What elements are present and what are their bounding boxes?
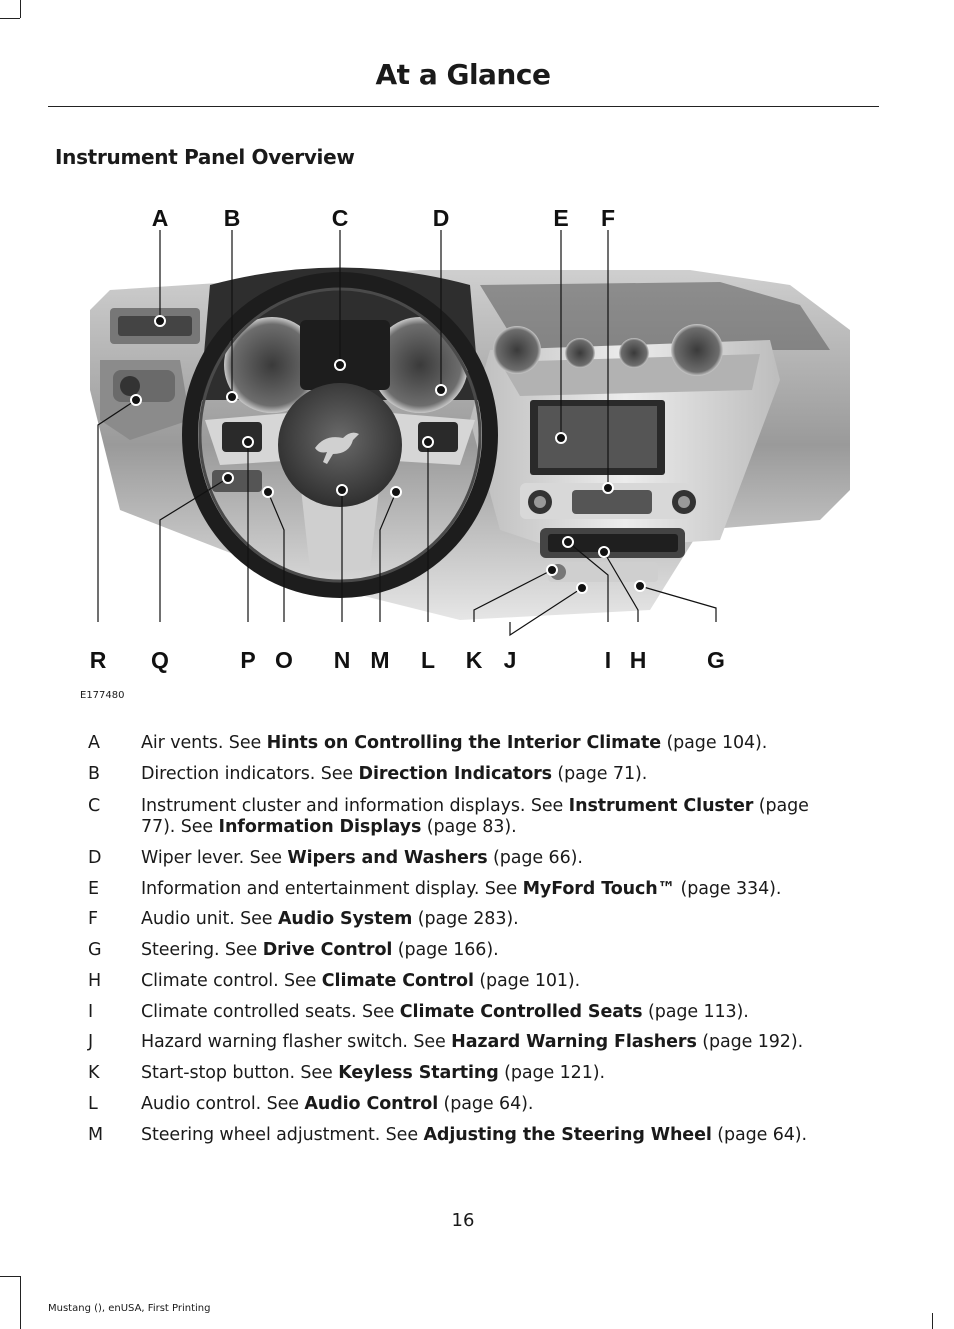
item-letter: M [88,1125,103,1145]
cross-reference-link[interactable]: Adjusting the Steering Wheel [423,1125,712,1145]
item-letter: C [88,796,101,816]
item-letter: H [88,971,102,991]
footer-text: Mustang (), enUSA, First Printing [48,1303,211,1314]
item-text: Wiper lever. See [141,848,288,868]
crop-mark [932,1313,933,1329]
item-page: (page 83). [421,817,517,837]
cross-reference-link[interactable]: Direction Indicators [358,764,552,784]
item-page: (page 66). [487,848,583,868]
callout-label: N [333,647,351,673]
cross-reference-link[interactable]: Wipers and Washers [287,848,488,868]
item-letter: L [88,1094,98,1114]
cross-reference-link[interactable]: Instrument Cluster [568,796,754,816]
header-rule [48,106,879,107]
item-page: (page 283). [412,909,519,929]
item-text: Steering. See [141,940,263,960]
callout-label: F [600,205,616,231]
item-text: Start-stop button. See [141,1063,339,1083]
cross-reference-link[interactable]: Hints on Controlling the Interior Climate [266,733,661,753]
item-text: Audio control. See [141,1094,305,1114]
cross-reference-link[interactable]: Hazard Warning Flashers [451,1032,697,1052]
item-page: (page 101). [473,971,581,991]
callout-label: R [89,647,107,673]
figure-id: E177480 [80,690,125,701]
item-letter: A [88,733,100,753]
item-text: Information and entertainment display. See [141,879,523,899]
callout-label: B [223,205,241,231]
cross-reference-link[interactable]: Climate Controlled Seats [399,1002,643,1022]
item-letter: B [88,764,100,784]
item-page: (page 113). [642,1002,749,1022]
cross-reference-link[interactable]: MyFord Touch™ [522,879,676,899]
item-text: Air vents. See [141,733,267,753]
item-text: Direction indicators. See [141,764,359,784]
item-letter: K [88,1063,100,1083]
item-text: Steering wheel adjustment. See [141,1125,424,1145]
callout-label: L [420,647,436,673]
crop-mark [20,1276,21,1329]
item-letter: E [88,879,99,899]
item-text: Climate control. See [141,971,322,991]
item-page: (page [753,796,809,816]
callout-label: K [465,647,483,673]
cross-reference-link[interactable]: Keyless Starting [338,1063,499,1083]
item-letter: J [88,1032,94,1052]
callout-label: C [331,205,349,231]
cross-reference-link[interactable]: Drive Control [262,940,393,960]
item-text: Audio unit. See [141,909,278,929]
item-text: Climate controlled seats. See [141,1002,400,1022]
item-letter: G [88,940,102,960]
page-header-title: At a Glance [375,58,551,91]
item-page: (page 71). [551,764,648,784]
item-page: (page 192). [696,1032,804,1052]
cross-reference-link[interactable]: Audio Control [304,1094,439,1114]
callout-label: H [629,647,647,673]
callout-label: A [151,205,169,231]
callout-label: M [370,647,390,673]
item-page: (page 166). [392,940,499,960]
instrument-panel-illustration [0,190,954,710]
callout-label: G [707,647,725,673]
callout-label: Q [151,647,169,673]
item-page: (page 104). [660,733,768,753]
crop-mark [0,1276,20,1277]
cross-reference-link[interactable]: Climate Control [321,971,474,991]
item-page: (page 64). [438,1094,534,1114]
item-text: 77). See [141,817,219,837]
cross-reference-link[interactable]: Information Displays [218,817,422,837]
callout-label: P [240,647,256,673]
item-letter: I [88,1002,94,1022]
cross-reference-link[interactable]: Audio System [277,909,413,929]
callout-label: J [503,647,517,673]
item-letter: D [88,848,102,868]
section-title: Instrument Panel Overview [55,145,355,169]
item-page: (page 64). [711,1125,807,1145]
callout-label: O [275,647,293,673]
callout-label: D [432,205,450,231]
crop-mark [0,18,20,19]
item-page: (page 334). [675,879,782,899]
item-letter: F [88,909,98,929]
item-page: (page 121). [498,1063,605,1083]
crop-mark [20,0,21,18]
item-text: Hazard warning flasher switch. See [141,1032,452,1052]
page-number: 16 [451,1210,475,1231]
item-text: Instrument cluster and information displays. See [141,796,569,816]
callout-label: E [553,205,569,231]
callout-label: I [604,647,612,673]
